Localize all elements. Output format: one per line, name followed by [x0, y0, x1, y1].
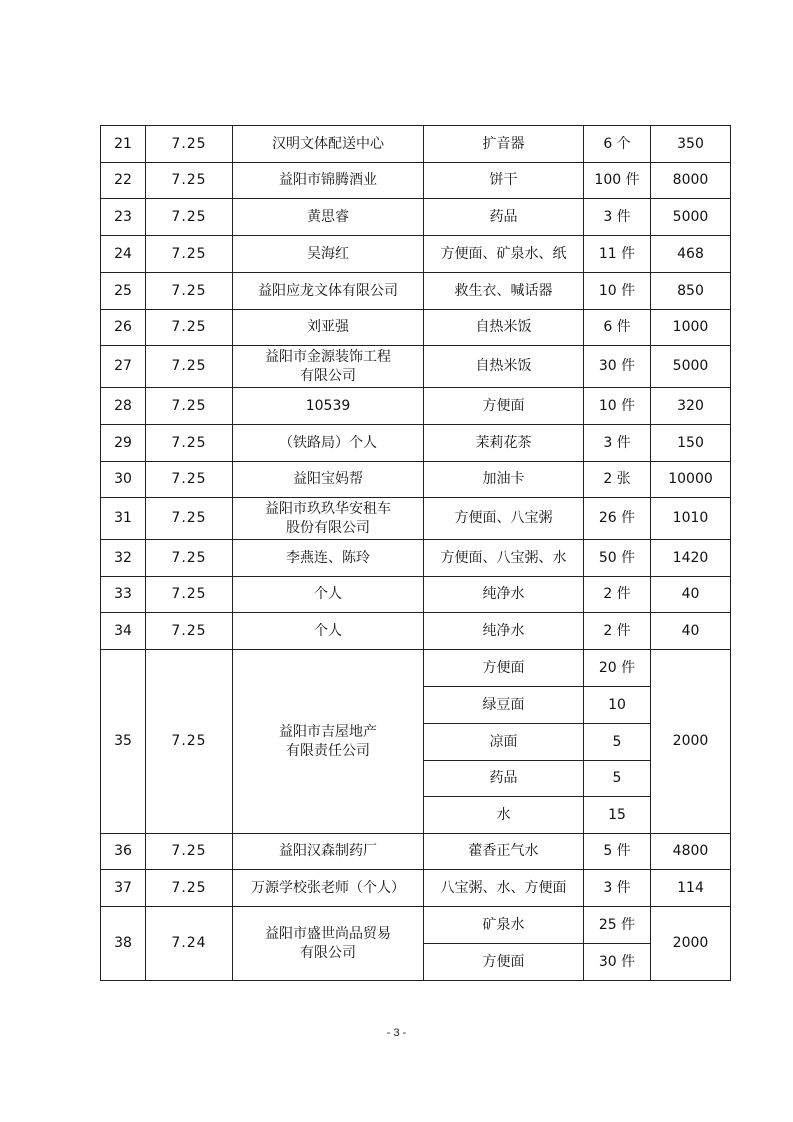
- row-number-cell: 34: [101, 613, 146, 650]
- date-cell: 7.25: [146, 163, 233, 199]
- table-row: [101, 236, 731, 273]
- donor-cell: 益阳市锦腾酒业: [233, 163, 424, 199]
- table-row: [101, 310, 731, 346]
- item-cell: 药品: [424, 199, 584, 236]
- table-row: [101, 577, 731, 613]
- row-number-cell: 28: [101, 388, 146, 425]
- date-cell: 7.25: [146, 870, 233, 907]
- item-cell: 水: [424, 797, 584, 834]
- item-cell: 饼干: [424, 163, 584, 199]
- table-row: [101, 388, 731, 425]
- amount-cell: 114: [651, 870, 731, 907]
- quantity-cell: 50 件: [584, 540, 651, 577]
- amount-cell: 4800: [651, 834, 731, 870]
- quantity-cell: 30 件: [584, 346, 651, 388]
- item-cell: 自热米饭: [424, 346, 584, 388]
- item-cell: 加油卡: [424, 462, 584, 498]
- row-number-cell: 21: [101, 126, 146, 163]
- quantity-cell: 10 件: [584, 388, 651, 425]
- date-cell: 7.25: [146, 310, 233, 346]
- amount-cell: 150: [651, 425, 731, 462]
- amount-cell: 320: [651, 388, 731, 425]
- donor-cell: （铁路局）个人: [233, 425, 424, 462]
- donor-cell: 个人: [233, 613, 424, 650]
- table-row: [101, 870, 731, 907]
- amount-cell: 40: [651, 613, 731, 650]
- quantity-cell: 5: [584, 761, 651, 797]
- item-cell: 方便面、八宝粥、水: [424, 540, 584, 577]
- table-row: [101, 163, 731, 199]
- item-cell: 方便面、矿泉水、纸: [424, 236, 584, 273]
- table-row: [101, 498, 731, 540]
- item-cell: 方便面: [424, 650, 584, 687]
- donor-cell: 黄思睿: [233, 199, 424, 236]
- item-cell: 矿泉水: [424, 907, 584, 944]
- date-cell: 7.25: [146, 236, 233, 273]
- amount-cell: 1010: [651, 498, 731, 540]
- quantity-cell: 3 件: [584, 870, 651, 907]
- amount-cell: 5000: [651, 199, 731, 236]
- table-row: [101, 834, 731, 870]
- amount-cell: 850: [651, 273, 731, 310]
- item-cell: 八宝粥、水、方便面: [424, 870, 584, 907]
- amount-cell: 10000: [651, 462, 731, 498]
- quantity-cell: 3 件: [584, 425, 651, 462]
- donor-cell: 益阳宝妈帮: [233, 462, 424, 498]
- date-cell: 7.25: [146, 425, 233, 462]
- amount-cell: 40: [651, 577, 731, 613]
- donor-cell: 吴海红: [233, 236, 424, 273]
- row-number-cell: 31: [101, 498, 146, 540]
- donor-cell: 万源学校张老师（个人）: [233, 870, 424, 907]
- row-number-cell: 36: [101, 834, 146, 870]
- amount-cell: 2000: [651, 907, 731, 981]
- row-number-cell: 37: [101, 870, 146, 907]
- date-cell: 7.25: [146, 650, 233, 834]
- date-cell: 7.25: [146, 540, 233, 577]
- row-number-cell: 24: [101, 236, 146, 273]
- date-cell: 7.24: [146, 907, 233, 981]
- date-cell: 7.25: [146, 126, 233, 163]
- item-cell: 救生衣、喊话器: [424, 273, 584, 310]
- donor-cell: 10539: [233, 388, 424, 425]
- donor-cell: 益阳市盛世尚品贸易 有限公司: [233, 907, 424, 981]
- table-row: [101, 650, 731, 687]
- item-cell: 绿豆面: [424, 687, 584, 724]
- row-number-cell: 30: [101, 462, 146, 498]
- date-cell: 7.25: [146, 577, 233, 613]
- quantity-cell: 5 件: [584, 834, 651, 870]
- quantity-cell: 25 件: [584, 907, 651, 944]
- amount-cell: 5000: [651, 346, 731, 388]
- item-cell: 方便面: [424, 388, 584, 425]
- item-cell: 自热米饭: [424, 310, 584, 346]
- row-number-cell: 27: [101, 346, 146, 388]
- item-cell: 方便面: [424, 944, 584, 981]
- date-cell: 7.25: [146, 199, 233, 236]
- quantity-cell: 26 件: [584, 498, 651, 540]
- quantity-cell: 11 件: [584, 236, 651, 273]
- quantity-cell: 2 张: [584, 462, 651, 498]
- table-row: [101, 425, 731, 462]
- table-row: [101, 540, 731, 577]
- donor-cell: 益阳应龙文体有限公司: [233, 273, 424, 310]
- amount-cell: 468: [651, 236, 731, 273]
- quantity-cell: 30 件: [584, 944, 651, 981]
- donor-cell: 益阳市玖玖华安租车 股份有限公司: [233, 498, 424, 540]
- row-number-cell: 32: [101, 540, 146, 577]
- amount-cell: 8000: [651, 163, 731, 199]
- row-number-cell: 25: [101, 273, 146, 310]
- donor-cell: 李燕连、陈玲: [233, 540, 424, 577]
- quantity-cell: 3 件: [584, 199, 651, 236]
- row-number-cell: 29: [101, 425, 146, 462]
- item-cell: 方便面、八宝粥: [424, 498, 584, 540]
- row-number-cell: 35: [101, 650, 146, 834]
- row-number-cell: 38: [101, 907, 146, 981]
- date-cell: 7.25: [146, 613, 233, 650]
- donation-table-body: [101, 126, 731, 981]
- table-row: [101, 126, 731, 163]
- date-cell: 7.25: [146, 346, 233, 388]
- quantity-cell: 2 件: [584, 577, 651, 613]
- row-number-cell: 26: [101, 310, 146, 346]
- table-row: [101, 907, 731, 944]
- table-row: [101, 346, 731, 388]
- quantity-cell: 15: [584, 797, 651, 834]
- table-row: [101, 199, 731, 236]
- quantity-cell: 5: [584, 724, 651, 761]
- donor-cell: 汉明文体配送中心: [233, 126, 424, 163]
- quantity-cell: 100 件: [584, 163, 651, 199]
- amount-cell: 350: [651, 126, 731, 163]
- item-cell: 纯净水: [424, 577, 584, 613]
- amount-cell: 2000: [651, 650, 731, 834]
- quantity-cell: 6 个: [584, 126, 651, 163]
- page-number: - 3 -: [386, 1027, 407, 1039]
- item-cell: 扩音器: [424, 126, 584, 163]
- item-cell: 药品: [424, 761, 584, 797]
- quantity-cell: 10 件: [584, 273, 651, 310]
- quantity-cell: 20 件: [584, 650, 651, 687]
- date-cell: 7.25: [146, 273, 233, 310]
- amount-cell: 1000: [651, 310, 731, 346]
- donor-cell: 益阳市吉屋地产 有限责任公司: [233, 650, 424, 834]
- quantity-cell: 2 件: [584, 613, 651, 650]
- row-number-cell: 23: [101, 199, 146, 236]
- donor-cell: 益阳汉森制药厂: [233, 834, 424, 870]
- donor-cell: 刘亚强: [233, 310, 424, 346]
- donation-table: [100, 125, 731, 981]
- date-cell: 7.25: [146, 462, 233, 498]
- table-row: [101, 613, 731, 650]
- date-cell: 7.25: [146, 498, 233, 540]
- quantity-cell: 10: [584, 687, 651, 724]
- donor-cell: 个人: [233, 577, 424, 613]
- date-cell: 7.25: [146, 834, 233, 870]
- quantity-cell: 6 件: [584, 310, 651, 346]
- item-cell: 藿香正气水: [424, 834, 584, 870]
- item-cell: 凉面: [424, 724, 584, 761]
- amount-cell: 1420: [651, 540, 731, 577]
- date-cell: 7.25: [146, 388, 233, 425]
- row-number-cell: 22: [101, 163, 146, 199]
- row-number-cell: 33: [101, 577, 146, 613]
- table-row: [101, 462, 731, 498]
- table-row: [101, 273, 731, 310]
- item-cell: 茉莉花茶: [424, 425, 584, 462]
- item-cell: 纯净水: [424, 613, 584, 650]
- donor-cell: 益阳市金源装饰工程 有限公司: [233, 346, 424, 388]
